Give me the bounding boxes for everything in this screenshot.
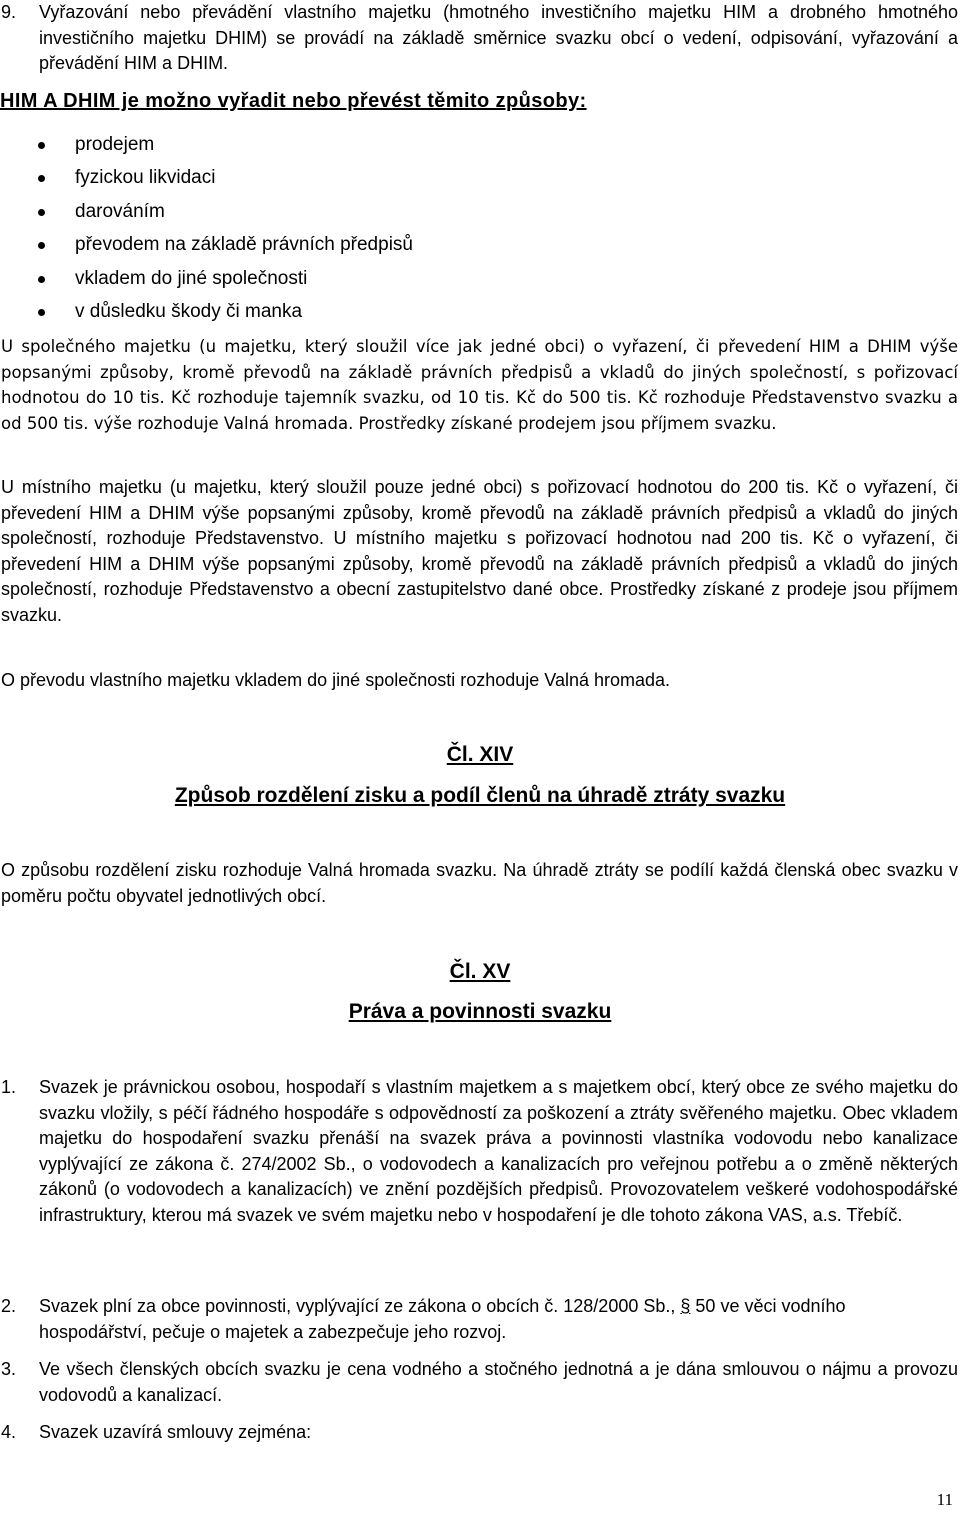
paragraph-transfer: O převodu vlastního majetku vkladem do jiné společnosti rozhoduje Valná hromada. [1,670,671,690]
bullet-icon [38,142,45,149]
list-number: 4. [1,1422,17,1442]
page-number: 11 [936,1490,953,1509]
paragraph-local-property: U místního majetku (u majetku, který sloužil pouze jedné obci) s pořizovací hodnotou do 200 tis. Kč o vyřazení, či převedení HIM a DHIM výše popsanými způsoby, kromě převodů na základě právních předpisů a vkladů do jiných společností, rozhoduje Představenstvo. U místního majetku s pořizovací hodnotou nad 200 tis. Kč o vyřazení, či převedení HIM a DHIM výše popsanými způsoby, kromě převodů na základě právních předpisů a vkladů do jiných společností, rozhoduje Představenstvo a obecní zastupitelstvo dané obce. Prostředky získané z prodeje jsou příjmem svazku. [1,477,958,625]
list-text: Svazek je právnickou osobou, hospodaří s vlastním majetkem a s majetkem obcí, který obce ze svého majetku do svazku vložily, s péčí řádného hospodáře s odpovědností za poškození a ztráty svěřeného majetku. Obec vkladem majetku do hospodaření svazku přenáší na svazek práva a povinnosti vlastníka vodovodu nebo kanalizace vyplývající ze zákona č. 274/2002 Sb., o vodovodech a kanalizacích pro veřejnou potřebu a o změně některých zákonů (o vodovodech a kanalizacích) ve znění pozdějších předpisů. Provozovatelem veškeré vodohospodářské infrastruktury, kterou má svazek ve svém majetku nebo v hospodaření je dle tohoto zákona VAS, a.s. Třebíč. [39,1077,958,1225]
article-15-title: Práva a povinnosti svazku [348,1000,612,1023]
paragraph-common-property: U společného majetku (u majetku, který sloužil více jak jedné obci) o vyřazení, či převedení HIM a DHIM výše popsanými způsoby, kromě převodů na základě právních předpisů a vkladů do jiných společností, s pořizovací hodnotou do 10 tis. Kč rozhoduje tajemník svazku, od 10 tis. Kč do 500 tis. Kč rozhoduje Představenstvo svazku a od 500 tis. výše rozhoduje Valná hromada. Prostředky získané prodejem jsou příjmem svazku. [1,337,958,433]
bullet-icon [38,276,45,283]
list-number: 1. [1,1077,17,1097]
list-number: 3. [1,1359,17,1379]
list-number: 9. [1,2,17,22]
bullet-icon [38,242,45,249]
list-item: převodem na základě právních předpisů [0,228,413,261]
bullet-icon [38,209,45,216]
bullet-icon [38,175,45,182]
list-item: darováním [0,195,413,228]
list-item: vkladem do jiné společnosti [0,262,413,295]
article-14-number: Čl. XIV [446,743,514,766]
list-item: v důsledku škody či manka [0,295,413,328]
list-text: Ve všech členských obcích svazku je cena vodného a stočného jednotná a je dána smlouvou o nájmu a provozu vodovodů a kanalizací. [39,1359,958,1405]
article-14-title: Způsob rozdělení zisku a podíl členů na úhradě ztráty svazku [174,784,786,807]
list-text: Vyřazování nebo převádění vlastního majetku (hmotného investičního majetku HIM a drobného hmotného investičního majetku DHIM) se provádí na základě směrnice svazku obcí o vedení, odpisování, vyřazování a převádění HIM a DHIM. [39,2,958,73]
section-sign: § [680,1296,691,1316]
article-15-number: Čl. XV [449,960,511,983]
list-text: Svazek uzavírá smlouvy zejména: [39,1422,312,1442]
article-14-text: O způsobu rozdělení zisku rozhoduje Valná hromada svazku. Na úhradě ztráty se podílí každá členská obec svazku v poměru počtu obyvatel jednotlivých obcí. [1,860,958,906]
list-text: Svazek plní za obce povinnosti, vyplývající ze zákona o obcích č. 128/2000 Sb., § 50 ve věci vodního hospodářství, pečuje o majetek a zabezpečuje jeho rozvoj. [39,1296,846,1342]
bullet-list [0,128,413,328]
bullet-icon [38,309,45,316]
list-item: fyzickou likvidaci [0,161,413,194]
list-number: 2. [1,1296,17,1316]
list-item: prodejem [0,128,413,161]
bullet-heading: HIM A DHIM je možno vyřadit nebo převést těmito způsoby: [0,90,587,112]
